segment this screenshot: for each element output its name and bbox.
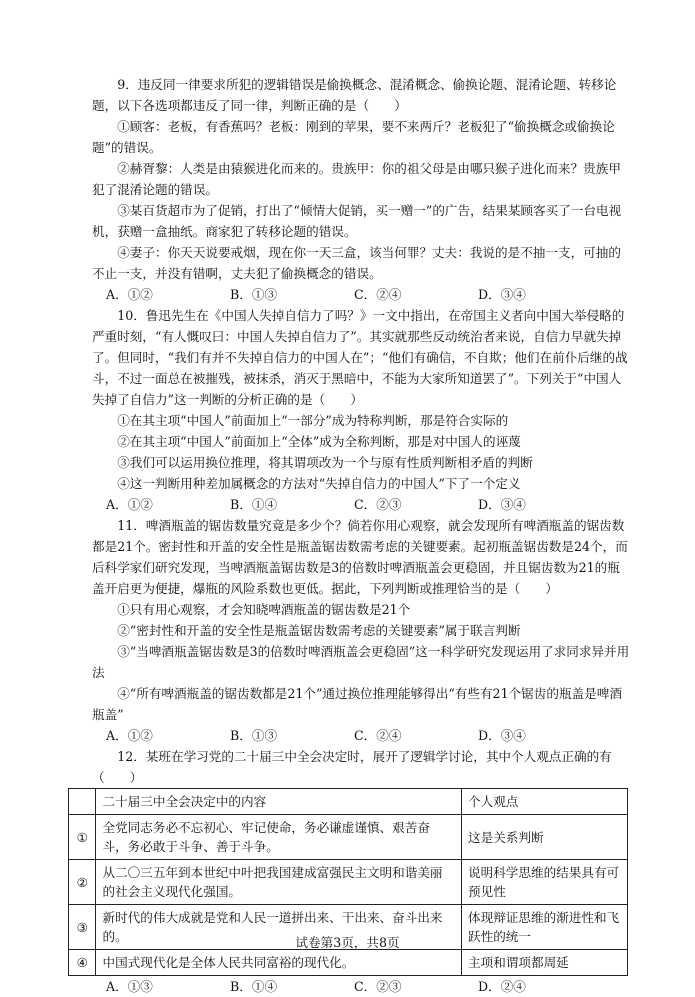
answer-options: [92, 725, 632, 746]
question-stem: 11．啤酒瓶盖的锯齿数量究竟是多少个？倘若你用心观察，就会发现所有啤酒瓶盖的锯齿数都是21个。密封性和开盖的安全性是瓶盖锯齿数需考虑的关键要素。起初瓶盖锯齿数是24个，而后科学家们研究发现，当啤酒瓶盖锯齿数是3的倍数时啤酒瓶盖会更稳固，并且锯齿数为21的瓶盖开启更为便捷，爆瓶的风险系数也更低。据此，下列判断或推理恰当的是（ ）: [92, 518, 628, 596]
table-header-cell: 个人观点: [462, 789, 628, 815]
statement-1: ①只有用心观察，才会知晓啤酒瓶盖的锯齿数是21个: [117, 602, 411, 617]
question-stem: 9．违反同一律要求所犯的逻辑错误是偷换概念、混淆概念、偷换论题、混淆论题、转移论题，以下各选项都违反了同一律，判断正确的是（ ）: [92, 77, 617, 113]
table-header-cell: 二十届三中全会决定中的内容: [96, 789, 462, 815]
statement-2: ②在其主项“中国人”前面加上“全体”成为全称判断，那是对中国人的诬蔑: [117, 434, 521, 449]
table-cell-opinion: 说明科学思维的结果具有可预见性: [462, 860, 628, 905]
answer-options: [92, 284, 632, 305]
option-a[interactable]: A．①②: [106, 287, 153, 302]
option-b[interactable]: B．①③: [230, 728, 278, 743]
option-a[interactable]: A．①②: [106, 728, 153, 743]
table-cell-number: ②: [69, 860, 96, 905]
question-11: [92, 515, 632, 746]
statement-2: ②赫胥黎：人类是由猿猴进化而来的。贵族甲：你的祖父母是由哪只猴子进化而来？贵族甲犯了混淆论题的错误。: [92, 161, 621, 197]
statement-1: ①顾客：老板，有香蕉吗？老板：刚到的苹果，要不来两斤？老板犯了“偷换概念或偷换论题”的错误。: [92, 119, 615, 155]
table-cell-content: 中国式现代化是全体人民共同富裕的现代化。: [96, 950, 462, 976]
option-d[interactable]: D．③④: [478, 728, 526, 743]
option-d[interactable]: D．③④: [478, 497, 526, 512]
table-header-cell: [69, 789, 96, 815]
statement-2: ②“密封性和开盖的安全性是瓶盖锯齿数需考虑的关键要素”属于联言判断: [117, 623, 521, 638]
option-a[interactable]: A．①③: [106, 979, 153, 994]
statement-1: ①在其主项“中国人”前面加上“一部分”成为特称判断，那是符合实际的: [117, 413, 509, 428]
question-10: [92, 305, 632, 515]
option-c[interactable]: C．②③: [354, 497, 402, 512]
question-stem: 12．某班在学习党的二十届三中全会决定时，展开了逻辑学讨论，其中个人观点正确的有（ ）: [92, 749, 612, 785]
table-cell-number: ①: [69, 815, 96, 860]
table-cell-content: 从二〇三五年到本世纪中叶把我国建成富强民主文明和谐美丽的社会主义现代化强国。: [96, 860, 462, 905]
answer-options: [92, 494, 632, 515]
statement-3: ③某百货超市为了促销，打出了“倾情大促销，买一赠一”的广告，结果某顾客买了一台电视机，获赠一盒抽纸。商家犯了转移论题的错误。: [92, 203, 622, 239]
option-b[interactable]: B．①③: [230, 287, 278, 302]
table-cell-opinion: 这是关系判断: [462, 815, 628, 860]
statement-3: ③“当啤酒瓶盖锯齿数是3的倍数时啤酒瓶盖会更稳固”这一科学研究发现运用了求同求异并用法: [92, 644, 630, 680]
option-c[interactable]: C．②④: [354, 287, 402, 302]
table-cell-opinion: 主项和谓项都周延: [462, 950, 628, 976]
table-row: [69, 815, 628, 860]
statement-3: ③我们可以运用换位推理，将其谓项改为一个与原有性质判断相矛盾的判断: [117, 455, 533, 470]
question-9: [92, 74, 632, 305]
question-stem: 10．鲁迅先生在《中国人失掉自信力了吗？》一文中指出，在帝国主义者向中国大举侵略的严重时刻，“有人慨叹曰：中国人失掉自信力了”。其实就那些反动统治者来说，自信力早就失掉了。但同时，“我们有并不失掉自信力的中国人在”；“他们有确信，不自欺；他们在前仆后继的战斗，不过一面总在被摧残，被抹杀，消灭于黑暗中，不能为大家所知道罢了”。下列关于“中国人失掉了自信力”这一判断的分析正确的是（ ）: [92, 308, 628, 407]
statement-4: ④“所有啤酒瓶盖的锯齿数都是21个”通过换位推理能够得出“有些有21个锯齿的瓶盖是啤酒瓶盖”: [92, 686, 622, 722]
option-a[interactable]: A．①②: [106, 497, 153, 512]
table-row: [69, 950, 628, 976]
option-d[interactable]: D．②④: [478, 979, 526, 994]
statement-4: ④妻子：你天天说要戒烟，现在你一天三盒，该当何罪？丈夫：我说的是不抽一支，可抽的不止一支，并没有错啊，丈夫犯了偷换概念的错误。: [92, 245, 621, 281]
page-footer: 试卷第3页，共8页: [295, 935, 400, 950]
table-row: [69, 860, 628, 905]
option-c[interactable]: C．②④: [354, 728, 402, 743]
answer-options: [92, 976, 632, 997]
table-cell-number: ③: [69, 905, 96, 950]
page-content: [76, 74, 632, 997]
table-cell-opinion: 体现辩证思维的渐进性和飞跃性的统一: [462, 905, 628, 950]
option-b[interactable]: B．①④: [230, 497, 278, 512]
table-cell-number: ④: [69, 950, 96, 976]
option-d[interactable]: D．③④: [478, 287, 526, 302]
option-c[interactable]: C．②③: [354, 979, 402, 994]
table-cell-content: 新时代的伟大成就是党和人民一道拼出来、干出来、奋斗出来的。: [96, 905, 462, 950]
table-cell-content: 全党同志务必不忘初心、牢记使命，务必谦虚谨慎、艰苦奋斗，务必敢于斗争、善于斗争。: [96, 815, 462, 860]
question-12: [76, 746, 632, 997]
table-header-row: [69, 789, 628, 815]
option-b[interactable]: B．①④: [230, 979, 278, 994]
statement-4: ④这一判断用种差加属概念的方法对“失掉自信力的中国人”下了一个定义: [117, 476, 521, 491]
